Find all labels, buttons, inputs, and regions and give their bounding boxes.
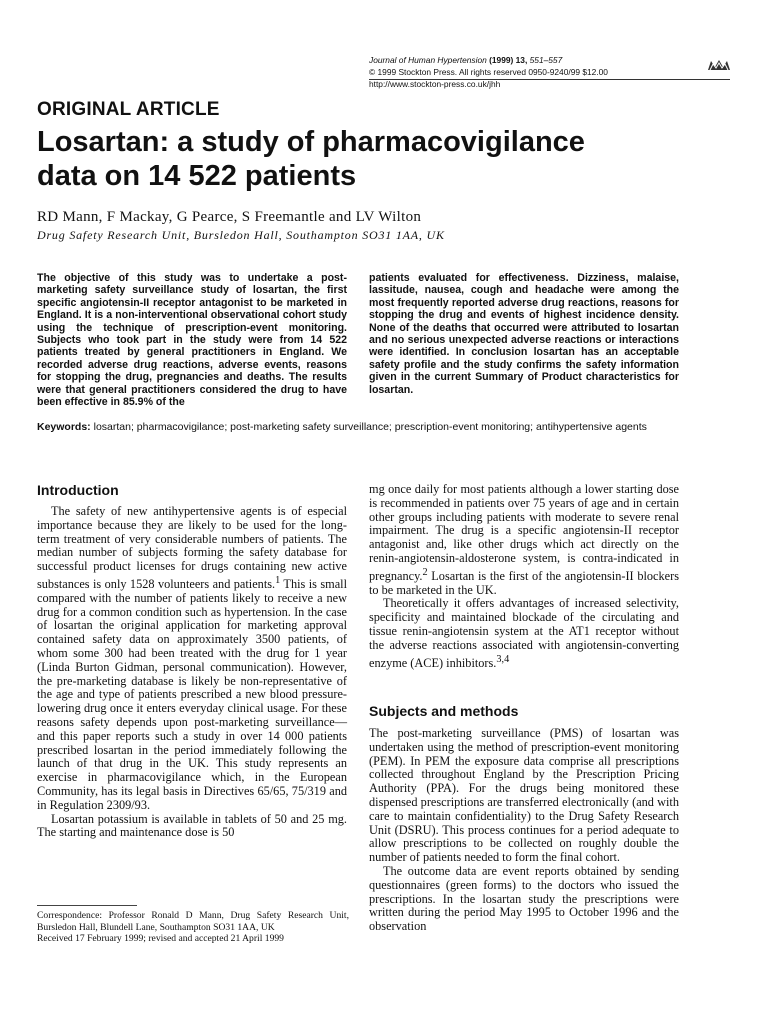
body-paragraph — [369, 483, 679, 597]
abstract-right-column: patients evaluated for effectiveness. Dizziness, malaise, lassitude, nausea, cough and headache were among the most frequently reported adverse drug reactions, reasons for stopping the drug and events of highest incidence density. None of the deaths that occurred were attributed to losartan and no serious unexpected adverse reactions or interactions were identified. In conclusion losartan has an acceptable safety profile and the study confirms the safety information given in the current Summary of Product characteristics for losartan. — [369, 272, 679, 396]
journal-url[interactable]: http://www.stockton-press.co.uk/jhh — [369, 79, 501, 89]
journal-name: Journal of Human Hypertension — [369, 55, 487, 65]
methods-body — [369, 727, 679, 934]
article-type: ORIGINAL ARTICLE — [37, 99, 220, 120]
right-column-body — [369, 483, 679, 671]
methods-paragraph: The outcome data are event reports obtained by sending questionnaires (green forms) to the doctors who issued the prescriptions. In the losartan study the prescriptions were written during the period May 1995 to October 1996 and the observation — [369, 863, 679, 934]
journal-header — [369, 54, 669, 90]
copyright-line: © 1999 Stockton Press. All rights reserved 0950-9240/99 $12.00 — [369, 67, 608, 77]
introduction-p1-cont: This is small compared with the number of patients likely to receive a new drug for a common condition such as hypertension. In the case of losartan the original application for marketing approval contained safety data on approximately 3500 patients, of whom some 300 had been treated with the drug for 1 year (Linda Burton Gidman, personal communication). However, the pre-marketing database is likely be non-representative of the age and type of patients prescribed a new blood pressure-lowering drug once it enters everyday clinical usage. For these reasons safety depends upon post-marketing surveillance—and this paper reports such a study in over 14 000 patients prescribed losartan in the period immediately following the launch of that drug in the UK. This study represents an exercise in pharmacovigilance which, in the European Community, has its legal basis in Directives 65/65, 75/319 and in Regulation 2309/93. — [37, 577, 347, 812]
introduction-paragraph: Losartan potassium is available in tablets of 50 and 25 mg. The starting and maintenance dose is 50 — [37, 811, 347, 840]
body-paragraph — [369, 597, 679, 670]
article-title-line1: Losartan: a study of pharmacovigilance — [37, 126, 585, 158]
correspondence-address: Correspondence: Professor Ronald D Mann, Drug Safety Research Unit, Bursledon Hall, Blundell Lane, Southampton SO31 1AA, UK — [37, 910, 349, 933]
reference-superscript: 1 — [275, 574, 281, 586]
author-list: RD Mann, F Mackay, G Pearce, S Freemantle and LV Wilton — [37, 209, 422, 225]
journal-citation — [369, 54, 669, 66]
keywords-label: Keywords: — [37, 421, 91, 433]
right-p1-text: mg once daily for most patients although a lower starting dose is recommended in patients over 75 years of age and in certain other groups including patients with moderate to severe renal impairment. The drug is a specific angiotensin-II receptor antagonist and, like other drugs which act directly on the renin-angiotensin-aldosterone system, is contra-indicated in pregnancy. — [369, 482, 679, 583]
keywords-text: losartan; pharmacovigilance; post-marketing safety surveillance; prescription-event monitoring; antihypertensive agents — [93, 421, 647, 433]
introduction-paragraph — [37, 505, 347, 813]
methods-paragraph: The post-marketing surveillance (PMS) of losartan was undertaken using the method of prescription-event monitoring (PEM). In PEM the exposure data comprise all prescriptions collected throughout England by the Prescription Pricing Authority (PPA). For the drugs being monitored these dispensed prescriptions are transferred electronically (and with care to maintain confidentiality) to the Drug Safety Research Unit (DSRU). This process continues for a period adequate to allow prescriptions to be collected on roughly double the number of patients needed to form the final cohort. — [369, 726, 679, 865]
received-dates: Received 17 February 1999; revised and accepted 21 April 1999 — [37, 933, 284, 945]
introduction-heading: Introduction — [37, 482, 119, 498]
reference-superscript: 2 — [422, 566, 428, 578]
right-p2-text: Theoretically it offers advantages of increased selectivity, specificity and maintained blockade of the circulating and tissue renin-angiotensin system at the AT1 receptor without the adverse reactions associated with angiotensin-converting enzyme (ACE) inhibitors. — [369, 596, 679, 670]
article-title — [37, 125, 727, 193]
right-p1-cont: Losartan is the first of the angiotensin-II blockers to be marketed in the UK. — [369, 568, 679, 597]
introduction-body — [37, 505, 347, 840]
keywords — [37, 421, 679, 434]
correspondence-footnote — [37, 910, 349, 945]
author-affiliation: Drug Safety Research Unit, Bursledon Hall, Southampton SO31 1AA, UK — [37, 228, 445, 242]
methods-heading: Subjects and methods — [369, 703, 519, 719]
abstract-left-column: The objective of this study was to undertake a post-marketing safety surveillance study of losartan, the first specific angiotensin-II receptor antagonist to be marketed in England. It is a non-interventional observational cohort study using the technique of prescription-event monitoring. Subjects who took part in the study were from 14 522 patients treated by general practitioners in England. We recorded adverse drug reactions, adverse events, reasons for stopping the drug, pregnancies and deaths. The results were that general practitioners considered the drug to have been effective in 85.9% of the — [37, 272, 347, 409]
introduction-p1-text: The safety of new antihypertensive agents is of especial importance because they are likely to be used for the long-term treatment of very considerable numbers of patients. The median number of subjects forming the safety database for successful product licenses for drugs containing new active substances is only 1528 volunteers and patients. — [37, 504, 347, 592]
stockton-press-logo-icon — [707, 58, 731, 77]
article-title-line2: data on 14 522 patients — [37, 160, 357, 192]
reference-superscript: 3,4 — [496, 653, 510, 665]
journal-volume: (1999) 13, — [489, 55, 528, 65]
footnote-rule — [37, 905, 137, 906]
header-rule — [369, 79, 730, 80]
journal-pages: 551–557 — [529, 55, 563, 65]
